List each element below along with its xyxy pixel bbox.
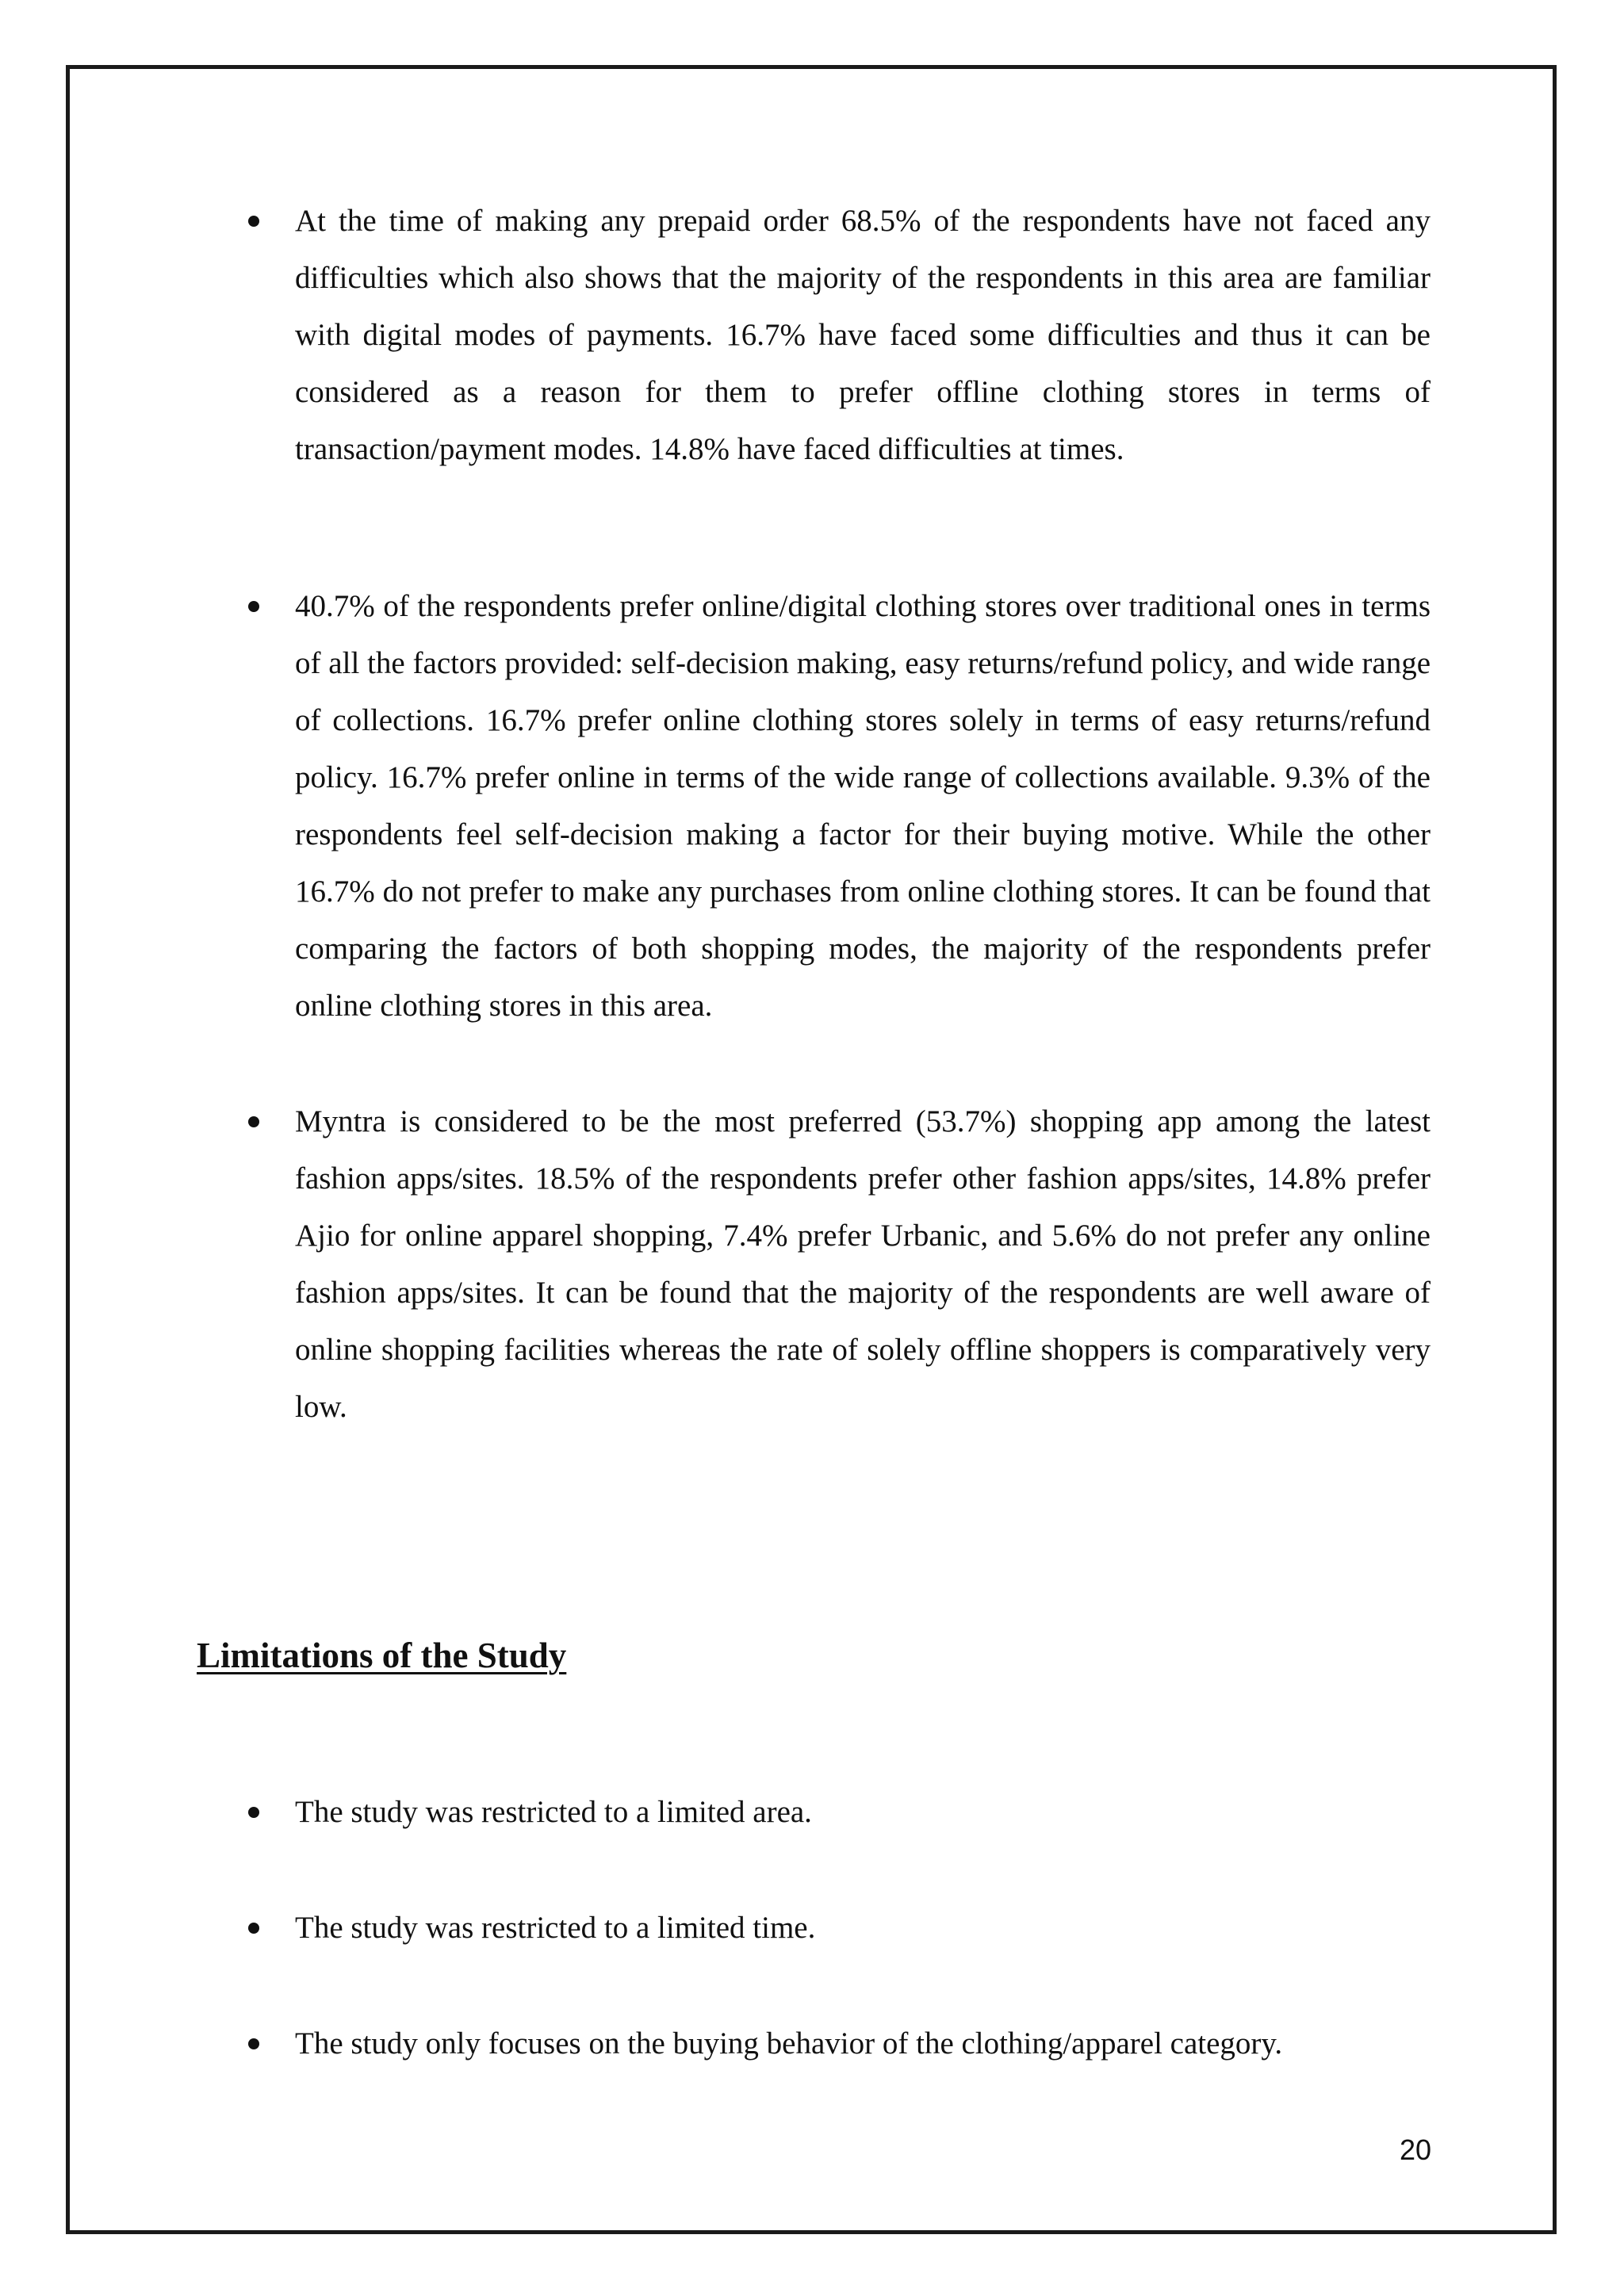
finding-paragraph: 40.7% of the respondents prefer online/digital clothing stores over traditional ones in terms of all the factors provided: self-decision making, easy returns/refund policy, and wide range of collections. 16.7% prefer online clothing stores solely in terms of easy returns/refund policy. 16.7% prefer online in terms of the wide range of collections available. 9.3% of the respondents feel self-decision making a factor for their buying motive. While the other 16.7% do not prefer to make any purchases from online clothing stores. It can be found that comparing the factors of both shopping modes, the majority of the respondents prefer online clothing stores in this area. <box>295 589 1431 1023</box>
limitations-heading: Limitations of the Study <box>197 1636 567 1675</box>
page-number: 20 <box>1400 2133 1432 2166</box>
bullet-icon <box>248 2038 259 2049</box>
bullet-icon <box>248 1116 259 1127</box>
limitation-item: The study was restricted to a limited time. <box>295 1911 816 1945</box>
bullet-icon <box>248 216 259 227</box>
limitation-item: The study only focuses on the buying behavior of the clothing/apparel category. <box>295 2026 1283 2061</box>
finding-paragraph: At the time of making any prepaid order 68.5% of the respondents have not faced any difficulties which also shows that the majority of the respondents in this area are familiar with digital modes of payments. 16.7% have faced some difficulties and thus it can be considered as a reason for them to prefer offline clothing stores in terms of transaction/payment modes. 14.8% have faced difficulties at times. <box>295 204 1431 466</box>
bullet-icon <box>248 1923 259 1934</box>
finding-paragraph: Myntra is considered to be the most preferred (53.7%) shopping app among the latest fashion apps/sites. 18.5% of the respondents prefer other fashion apps/sites, 14.8% prefer Ajio for online apparel shopping, 7.4% prefer Urbanic, and 5.6% do not prefer any online fashion apps/sites. It can be found that the majority of the respondents are well aware of online shopping facilities whereas the rate of solely offline shoppers is comparatively very low. <box>295 1104 1431 1424</box>
bullet-icon <box>248 1807 259 1818</box>
bullet-icon <box>248 601 259 612</box>
limitation-item: The study was restricted to a limited area. <box>295 1795 812 1829</box>
